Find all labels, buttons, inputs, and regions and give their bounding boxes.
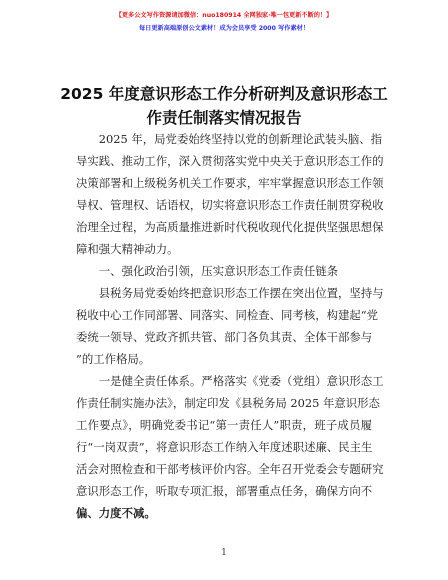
paragraph-line: 治理全过程，为高质量推进新时代税收现代化提供坚强思想保 [76,220,384,234]
paragraph-responsibility-system [76,370,384,524]
paragraph-line: 委统一领导、党政齐抓共管、部门各负其责、全体干部参与 [76,330,373,344]
paragraph-line: 导权、管理权、话语权，切实将意识形态工作责任制贯穿税收 [76,198,384,212]
paragraph-intro [76,128,384,260]
paragraph-line: 决策部署和上级税务机关工作要求，牢牢掌握意识形态工作领 [76,176,384,190]
paragraph-line: 工作要点》，明确党委书记“第一责任人”职责，班子成员履 [76,418,372,432]
document-title-line: 作责任制落实情况报告 [146,109,302,127]
document-title [48,82,400,130]
paragraph-line: 2025 年，局党委始终坚持以党的创新理论武装头脑、指 [76,132,382,146]
paragraph-responsibility-structure [76,282,384,370]
document-title-line: 2025 年度意识形态工作分析研判及意识形态工 [60,85,388,103]
section-heading-line: 一、强化政治引领，压实意识形态工作责任链条 [76,264,338,278]
promo-banner-line-1: 【更多公文写作资源请加微信：nuo180914 全网独家·唯一包更新不断的！】 [115,12,333,19]
paragraph-line: 障和强大精神动力。 [76,242,179,256]
paragraph-line: 活会对照检查和干部考核评价内容。全年召开党委会专题研究 [76,462,384,476]
paragraph-line: 意识形态工作，听取专项汇报，部署重点任务，确保方向不 [76,484,373,498]
section-heading-1 [76,260,372,282]
paragraph-line: 偏、力度不减。 [76,506,156,520]
paragraph-line: 导实践、推动工作，深入贯彻落实党中央关于意识形态工作的 [76,154,384,168]
paragraph-line: 一是健全责任体系。严格落实《党委（党组）意识形态工 [76,374,384,388]
page-number: 1 [221,548,227,558]
paragraph-line: 税收中心工作同部署、同落实、同检查、同考核，构建起“党 [76,308,378,322]
paragraph-line: 县税务局党委始终把意识形态工作摆在突出位置，坚持与 [76,286,384,300]
paragraph-line: 行“一岗双责”，将意识形态工作纳入年度述职述廉、民主生 [76,440,373,454]
paragraph-line: 作责任制实施办法》，制定印发《县税务局 2025 年意识形态 [76,396,380,410]
paragraph-line: ”的工作格局。 [76,352,151,366]
promo-banner-line-2: 每日更新高端原创公文素材！成为会员享受 2000 写作素材！ [138,25,310,32]
